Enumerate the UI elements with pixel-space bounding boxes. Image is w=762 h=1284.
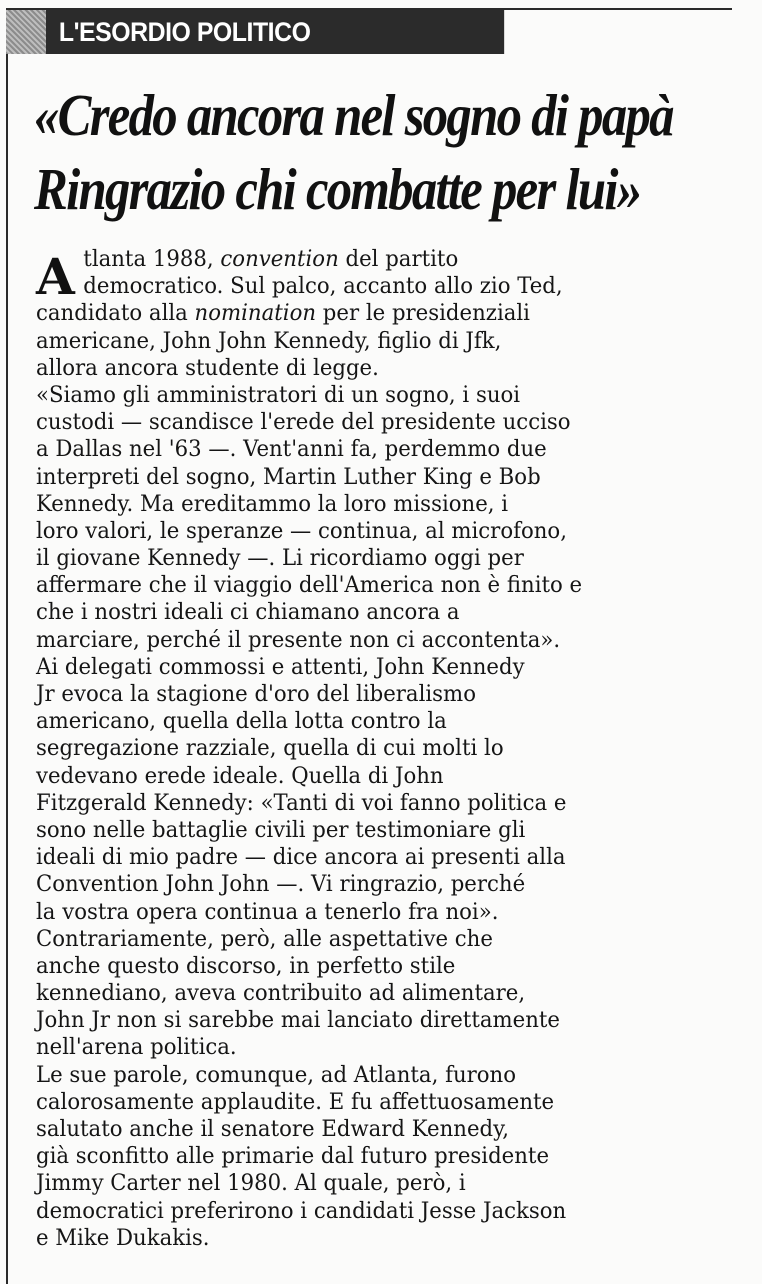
text-run: americano, quella della lotta contro la xyxy=(36,709,447,735)
body-line xyxy=(36,681,702,708)
text-run: loro valori, le speranze — continua, al microfono, xyxy=(36,518,567,544)
body-line xyxy=(36,1143,702,1170)
text-run: kennediano, aveva contribuito ad alimentare, xyxy=(36,981,526,1007)
body-line xyxy=(36,735,702,762)
text-run: Fitzgerald Kennedy: «Tanti di voi fanno politica e xyxy=(36,790,567,816)
text-run: nell'arena politica. xyxy=(36,1035,237,1061)
body-line xyxy=(36,409,702,436)
text-run: americane, John John Kennedy, figlio di Jfk, xyxy=(36,328,502,354)
text-run: calorosamente applaudite. E fu affettuosamente xyxy=(36,1089,555,1115)
text-run: Kennedy. Ma ereditammo la loro missione, i xyxy=(36,491,509,517)
text-run: già sconfitto alle primarie dal futuro presidente xyxy=(36,1144,550,1170)
body-line xyxy=(36,763,702,790)
body-line xyxy=(36,1007,702,1034)
text-run: allora ancora studente di legge. xyxy=(36,355,379,381)
text-run: Convention John John —. Vi ringrazio, perché xyxy=(36,872,526,898)
text-run: salutato anche il senatore Edward Kennedy, xyxy=(36,1117,510,1142)
text-run: affermare che il viaggio dell'America non è finito e xyxy=(36,573,583,599)
text-run: John Jr non si sarebbe mai lanciato direttamente xyxy=(36,1008,560,1034)
text-run: per le presidenziali xyxy=(316,301,530,327)
body-line xyxy=(36,328,702,355)
body-line xyxy=(36,300,702,327)
body-line xyxy=(36,355,702,382)
text-run: democratico. Sul palco, accanto allo zio Ted, xyxy=(83,274,563,300)
text-run: anche questo discorso, in perfetto stile xyxy=(36,953,456,979)
body-line xyxy=(36,545,702,572)
text-run: ideali di mio padre — dice ancora ai presenti alla xyxy=(36,845,566,871)
text-run: e Mike Dukakis. xyxy=(36,1225,210,1251)
body-line xyxy=(36,491,702,518)
headline-line-2: Ringrazio chi combatte per lui» xyxy=(34,156,641,222)
body-line xyxy=(36,572,702,599)
text-run: democratici preferirono i candidati Jesse Jackson xyxy=(36,1198,567,1224)
text-run: il giovane Kennedy —. Li ricordiamo oggi per xyxy=(36,546,524,572)
text-run: marciare, perché il presente non ci accontenta». xyxy=(36,627,561,653)
body-line xyxy=(36,1225,702,1252)
text-run: la vostra opera continua a tenerlo fra noi». xyxy=(36,899,499,925)
body-line xyxy=(36,844,702,871)
body-line xyxy=(36,1170,702,1197)
italic-term: convention xyxy=(220,247,339,272)
text-run: vedevano erede ideale. Quella di John xyxy=(36,763,444,789)
text-run: «Siamo gli amministratori di un sogno, i suoi xyxy=(36,382,521,408)
kicker-texture xyxy=(6,10,46,54)
text-run: segregazione razziale, quella di cui molti lo xyxy=(36,736,504,762)
article-body xyxy=(36,246,726,1252)
body-line xyxy=(36,953,702,980)
body-line xyxy=(36,926,702,953)
text-run: a Dallas nel '63 —. Vent'anni fa, perdemmo due xyxy=(36,437,547,463)
text-run: Jimmy Carter nel 1980. Al quale, però, i xyxy=(36,1171,466,1197)
text-run: tlanta 1988, xyxy=(83,247,221,272)
body-line xyxy=(36,382,702,409)
body-line xyxy=(36,436,702,463)
body-line xyxy=(36,899,702,926)
text-run: che i nostri ideali ci chiamano ancora a xyxy=(36,600,460,626)
body-line xyxy=(36,599,702,626)
body-line xyxy=(36,871,702,898)
text-run: del partito xyxy=(338,247,459,272)
body-line xyxy=(36,273,702,300)
body-line xyxy=(36,246,702,273)
text-run: Le sue parole, comunque, ad Atlanta, furono xyxy=(36,1062,516,1088)
body-line xyxy=(36,518,702,545)
text-run: custodi — scandisce l'erede del presidente ucciso xyxy=(36,410,571,436)
body-line xyxy=(36,817,702,844)
text-run: interpreti del sogno, Martin Luther King e Bob xyxy=(36,464,541,490)
italic-term: nomination xyxy=(194,301,317,327)
body-line xyxy=(36,464,702,491)
body-line xyxy=(36,627,702,654)
drop-cap: A xyxy=(36,247,75,306)
headline-line-1: «Credo ancora nel sogno di papà xyxy=(34,82,673,148)
body-line xyxy=(36,1116,702,1143)
body-line xyxy=(36,790,702,817)
body-line xyxy=(36,1089,702,1116)
section-kicker: L'ESORDIO POLITICO xyxy=(46,10,504,54)
body-line xyxy=(36,1034,702,1061)
headline xyxy=(34,78,734,226)
text-run: Jr evoca la stagione d'oro del liberalismo xyxy=(36,682,476,707)
text-run: candidato alla xyxy=(36,301,195,327)
text-run: Contrariamente, però, alle aspettative che xyxy=(36,926,493,952)
text-run: sono nelle battaglie civili per testimoniare gli xyxy=(36,817,526,843)
body-line xyxy=(36,1198,702,1225)
body-line xyxy=(36,708,702,735)
body-line xyxy=(36,1062,702,1089)
body-line xyxy=(36,980,702,1007)
text-run: Ai delegati commossi e attenti, John Kennedy xyxy=(36,654,525,680)
body-line xyxy=(36,654,702,681)
